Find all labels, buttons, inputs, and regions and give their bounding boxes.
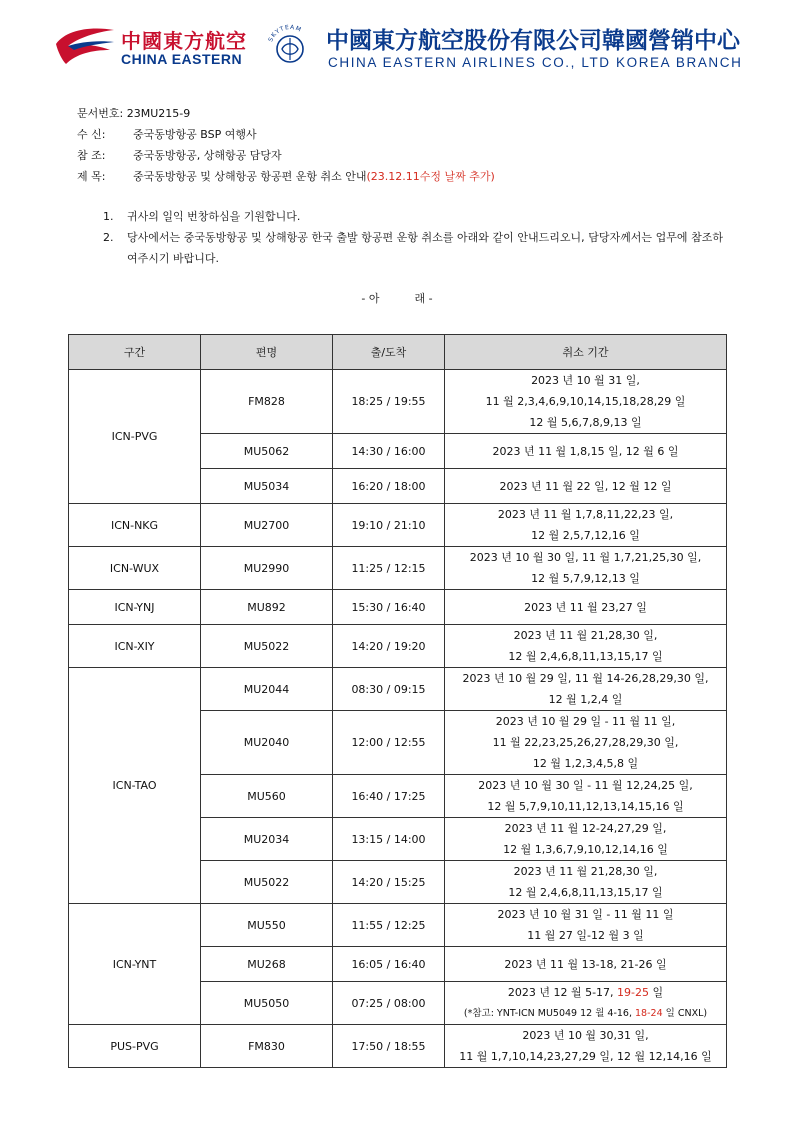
- subject-row: [77, 166, 495, 187]
- notice-heading: - 아 래 -: [361, 292, 433, 305]
- period-line: 12 월 5,6,7,8,9,13 일: [529, 416, 642, 429]
- period-line: 2023 년 11 월 22 일, 12 월 12 일: [499, 479, 672, 493]
- period-cell: [445, 434, 727, 469]
- period-line: 2023 년 10 월 29 일, 11 월 14-26,28,29,30 일,: [462, 672, 709, 685]
- period-cell: [445, 818, 727, 861]
- period-note: [447, 1003, 724, 1024]
- table-row: [69, 504, 727, 547]
- period-line: 2023 년 10 월 30,31 일,: [522, 1029, 649, 1042]
- recipient: 중국동방항공 BSP 여행사: [133, 128, 257, 141]
- body-list: [103, 206, 723, 269]
- svg-text:SKYTEAM: [267, 24, 303, 43]
- flight-cell: MU2034: [201, 818, 333, 861]
- period-line: 12 월 5,7,9,12,13 일: [531, 572, 640, 585]
- time-cell: 17:50 / 18:55: [333, 1025, 445, 1068]
- document-meta: [77, 103, 495, 187]
- skyteam-text: SKYTEAM: [267, 23, 303, 43]
- time-cell: 14:20 / 19:20: [333, 625, 445, 668]
- table-row: [69, 904, 727, 947]
- period-line: 12 월 2,4,6,8,11,13,15,17 일: [508, 886, 663, 899]
- cc: 중국동방항공, 상해항공 담당자: [133, 149, 282, 162]
- period-line: 11 월 1,7,10,14,23,27,29 일, 12 월 12,14,16 일: [459, 1050, 712, 1063]
- period-line: 2023 년 11 월 1,8,15 일, 12 월 6 일: [492, 444, 679, 458]
- period-line: 2023 년 11 월 13-18, 21-26 일: [504, 957, 667, 971]
- period-line: 11 월 22,23,25,26,27,28,29,30 일,: [492, 736, 679, 749]
- flight-cell: MU5022: [201, 861, 333, 904]
- list-number: 1.: [103, 210, 114, 223]
- route-cell: ICN-TAO: [69, 668, 201, 904]
- time-cell: 07:25 / 08:00: [333, 982, 445, 1025]
- period-added-dates: 19-25: [617, 986, 650, 999]
- period-text: 일: [649, 986, 664, 999]
- period-line: 2023 년 10 월 30 일 - 11 월 12,24,25 일,: [478, 779, 693, 792]
- time-cell: 08:30 / 09:15: [333, 668, 445, 711]
- period-line: 2023 년 11 월 21,28,30 일,: [513, 629, 658, 642]
- doc-number: 23MU215-9: [126, 107, 191, 120]
- route-cell: ICN-YNJ: [69, 590, 201, 625]
- period-cell: [445, 590, 727, 625]
- subject-revision-note: (23.12.11수정 날짜 추가): [366, 170, 495, 183]
- time-cell: 16:05 / 16:40: [333, 947, 445, 982]
- period-cell: [445, 504, 727, 547]
- flight-cell: MU5022: [201, 625, 333, 668]
- list-number: 2.: [103, 231, 114, 244]
- time-cell: 16:20 / 18:00: [333, 469, 445, 504]
- brand-name-english: CHINA EASTERN: [121, 51, 243, 67]
- period-cell: [445, 469, 727, 504]
- table-row: [69, 370, 727, 434]
- table-row: [69, 590, 727, 625]
- period-line: 2023 년 11 월 1,7,8,11,22,23 일,: [497, 508, 674, 521]
- route-cell: ICN-XIY: [69, 625, 201, 668]
- flight-cell: MU2040: [201, 711, 333, 775]
- period-line: 2023 년 11 월 21,28,30 일,: [513, 865, 658, 878]
- period-line: 11 월 27 일-12 월 3 일: [527, 929, 644, 942]
- route-cell: ICN-PVG: [69, 370, 201, 504]
- time-cell: 14:20 / 15:25: [333, 861, 445, 904]
- period-line: 12 월 2,5,7,12,16 일: [531, 529, 640, 542]
- flight-cell: FM830: [201, 1025, 333, 1068]
- route-cell: ICN-WUX: [69, 547, 201, 590]
- flight-cell: MU5062: [201, 434, 333, 469]
- flight-cell: MU892: [201, 590, 333, 625]
- brand-name-chinese: 中國東方航空: [121, 29, 247, 53]
- table-row: [69, 625, 727, 668]
- period-cell: [445, 370, 727, 434]
- route-cell: ICN-YNT: [69, 904, 201, 1025]
- period-line: 2023 년 10 월 29 일 - 11 월 11 일,: [495, 715, 676, 728]
- table-header-row: [69, 335, 727, 370]
- period-line: [447, 982, 724, 1003]
- skyteam-logo: [265, 22, 315, 72]
- time-cell: 12:00 / 12:55: [333, 711, 445, 775]
- period-line: 12 월 1,2,4 일: [548, 693, 623, 706]
- time-cell: 19:10 / 21:10: [333, 504, 445, 547]
- flight-cell: MU268: [201, 947, 333, 982]
- time-cell: 11:25 / 12:15: [333, 547, 445, 590]
- flight-cell: MU5050: [201, 982, 333, 1025]
- recipient-label: 수 신:: [77, 128, 106, 141]
- period-cell: [445, 668, 727, 711]
- period-line: 12 월 1,3,6,7,9,10,12,14,16 일: [503, 843, 668, 856]
- time-cell: 18:25 / 19:55: [333, 370, 445, 434]
- period-cell: [445, 861, 727, 904]
- flight-cell: MU5034: [201, 469, 333, 504]
- period-cell: [445, 947, 727, 982]
- table-row: [69, 547, 727, 590]
- period-line: 2023 년 10 월 31 일 - 11 월 11 일: [497, 908, 674, 921]
- period-line: 12 월 2,4,6,8,11,13,15,17 일: [508, 650, 663, 663]
- company-name-chinese: 中國東方航空股份有限公司韓國營销中心: [326, 27, 740, 54]
- table-row: [69, 1025, 727, 1068]
- time-cell: 16:40 / 17:25: [333, 775, 445, 818]
- header-flight: 편명: [201, 335, 333, 370]
- doc-number-label: 문서번호:: [77, 107, 124, 120]
- flight-cell: MU550: [201, 904, 333, 947]
- flight-cell: MU2044: [201, 668, 333, 711]
- period-text: 2023 년 12 월 5-17,: [507, 986, 618, 999]
- flight-cell: MU560: [201, 775, 333, 818]
- list-text: 당사에서는 중국동방항공 및 상해항공 한국 출발 항공편 운항 취소를 아래와 같이 안내드리오니, 담당자께서는 업무에 참조하여주시기 바랍니다.: [127, 231, 723, 265]
- subject-label: 제 목:: [77, 170, 106, 183]
- header-route: 구간: [69, 335, 201, 370]
- note-added-dates: 18-24: [635, 1008, 663, 1019]
- period-line: 2023 년 10 월 30 일, 11 월 1,7,21,25,30 일,: [469, 551, 702, 564]
- note-text: 일 CNXL): [662, 1008, 708, 1019]
- table-row: [69, 668, 727, 711]
- cc-row: [77, 145, 495, 166]
- cc-label: 참 조:: [77, 149, 106, 162]
- period-line: 2023 년 11 월 12-24,27,29 일,: [504, 822, 667, 835]
- recipient-row: [77, 124, 495, 145]
- period-line: 11 월 2,3,4,6,9,10,14,15,18,28,29 일: [485, 395, 686, 408]
- note-text: (*참고: YNT-ICN MU5049 12 월 4-16,: [463, 1008, 636, 1019]
- period-cell: [445, 982, 727, 1025]
- route-cell: ICN-NKG: [69, 504, 201, 547]
- period-line: 12 월 5,7,9,10,11,12,13,14,15,16 일: [487, 800, 684, 813]
- period-cell: [445, 775, 727, 818]
- china-eastern-swallow-logo: [54, 24, 116, 70]
- header-time: 출/도착: [333, 335, 445, 370]
- period-line: 12 월 1,2,3,4,5,8 일: [532, 757, 639, 770]
- flight-cell: MU2990: [201, 547, 333, 590]
- time-cell: 14:30 / 16:00: [333, 434, 445, 469]
- list-text: 귀사의 일익 번창하심을 기원합니다.: [127, 210, 301, 223]
- period-cell: [445, 547, 727, 590]
- time-cell: 15:30 / 16:40: [333, 590, 445, 625]
- period-cell: [445, 625, 727, 668]
- letterhead: [54, 20, 744, 76]
- doc-number-row: [77, 103, 495, 124]
- cancellation-table: [68, 334, 727, 1068]
- list-item: [103, 206, 723, 227]
- period-cell: [445, 904, 727, 947]
- period-cell: [445, 711, 727, 775]
- subject: 중국동방항공 및 상해항공 항공편 운항 취소 안내: [133, 170, 367, 183]
- route-cell: PUS-PVG: [69, 1025, 201, 1068]
- period-cell: [445, 1025, 727, 1068]
- time-cell: 13:15 / 14:00: [333, 818, 445, 861]
- period-line: 2023 년 10 월 31 일,: [531, 374, 640, 387]
- header-cancel-period: 취소 기간: [445, 335, 727, 370]
- flight-cell: MU2700: [201, 504, 333, 547]
- time-cell: 11:55 / 12:25: [333, 904, 445, 947]
- company-name-english: CHINA EASTERN AIRLINES CO., LTD KOREA BRANCH: [328, 55, 743, 70]
- period-line: 2023 년 11 월 23,27 일: [524, 600, 647, 614]
- flight-cell: FM828: [201, 370, 333, 434]
- list-item: [103, 227, 723, 269]
